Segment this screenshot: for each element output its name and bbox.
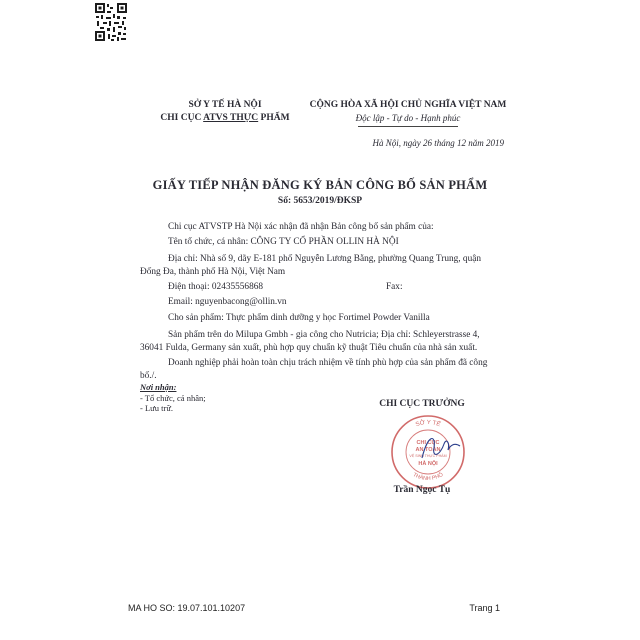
- svg-text:THÀNH PHỐ: THÀNH PHỐ: [411, 471, 445, 483]
- producer-line-2: 36041 Fulda, Germany sản xuất, phù hợp quy chuẩn kỹ thuật Tiêu chuẩn của nhà sản xuất.: [140, 343, 478, 353]
- page-number: Trang 1: [469, 603, 500, 613]
- svg-text:CHI CỤC: CHI CỤC: [416, 440, 440, 446]
- organization-line: Tên tổ chức, cá nhân: CÔNG TY CỔ PHẦN OLLIN HÀ NỘI: [168, 237, 399, 247]
- issue-date: Hà Nội, ngày 26 tháng 12 năm 2019: [372, 138, 504, 148]
- responsibility-line-1: Doanh nghiệp phải hoàn toàn chịu trách nhiệm về tính phù hợp của sản phẩm đã công: [168, 358, 488, 368]
- recipient-item: - Lưu trữ.: [140, 403, 174, 413]
- issuer-department: SỞ Y TẾ HÀ NỘI: [188, 100, 262, 110]
- svg-text:VỆ SINH THỰC PHẨM: VỆ SINH THỰC PHẨM: [409, 454, 447, 458]
- qr-code-icon: [94, 2, 128, 42]
- national-title: CỘNG HÒA XÃ HỘI CHỦ NGHĨA VIỆT NAM: [309, 100, 507, 110]
- motto-divider: [358, 126, 458, 127]
- official-stamp-icon: [388, 412, 468, 492]
- product-line: Cho sản phẩm: Thực phẩm dinh dưỡng y học Fortimel Powder Vanilla: [168, 313, 430, 323]
- recipient-item: - Tổ chức, cá nhân;: [140, 392, 206, 403]
- recipients-block: [140, 382, 290, 414]
- fax-line: Fax:: [386, 282, 403, 292]
- intro-line: Chi cục ATVSTP Hà Nội xác nhận đã nhận Bản công bố sản phẩm của:: [168, 222, 434, 232]
- svg-text:AN TOÀN: AN TOÀN: [415, 447, 441, 453]
- svg-text:HÀ NỘI: HÀ NỘI: [418, 461, 438, 467]
- address-line-2: Đống Đa, thành phố Hà Nội, Việt Nam: [140, 267, 286, 277]
- signer-name: Trần Ngọc Tụ: [393, 485, 451, 495]
- issuer-agency: CHI CỤC ATVS THỰC PHẨM: [160, 113, 290, 123]
- signatory-title: CHI CỤC TRƯỞNG: [379, 399, 465, 409]
- producer-line-1: Sản phẩm trên do Milupa Gmbh - gia công cho Nutricia; Địa chỉ: Schleyerstrasse 4,: [168, 330, 480, 340]
- document-title: GIẤY TIẾP NHẬN ĐĂNG KÝ BẢN CÔNG BỐ SẢN PHẨM: [152, 178, 488, 192]
- address-line-1: Địa chỉ: Nhà số 9, dãy E-181 phố Nguyễn Lương Bằng, phường Quang Trung, quận: [168, 254, 481, 264]
- issuer-header: [140, 99, 310, 125]
- document-number: Số: 5653/2019/ĐKSP: [277, 196, 363, 206]
- phone-line: Điện thoại: 02435556868: [168, 282, 264, 292]
- svg-text:SỞ Y TẾ: SỞ Y TẾ: [414, 419, 442, 429]
- dossier-code: MA HO SO: 19.07.101.10207: [128, 603, 246, 613]
- national-motto: Độc lập - Tự do - Hạnh phúc: [355, 113, 461, 123]
- email-line: Email: nguyenbacong@ollin.vn: [168, 297, 287, 307]
- recipients-label: Nơi nhận:: [140, 382, 177, 392]
- national-header: [288, 99, 528, 150]
- responsibility-line-2: bố./.: [140, 371, 157, 381]
